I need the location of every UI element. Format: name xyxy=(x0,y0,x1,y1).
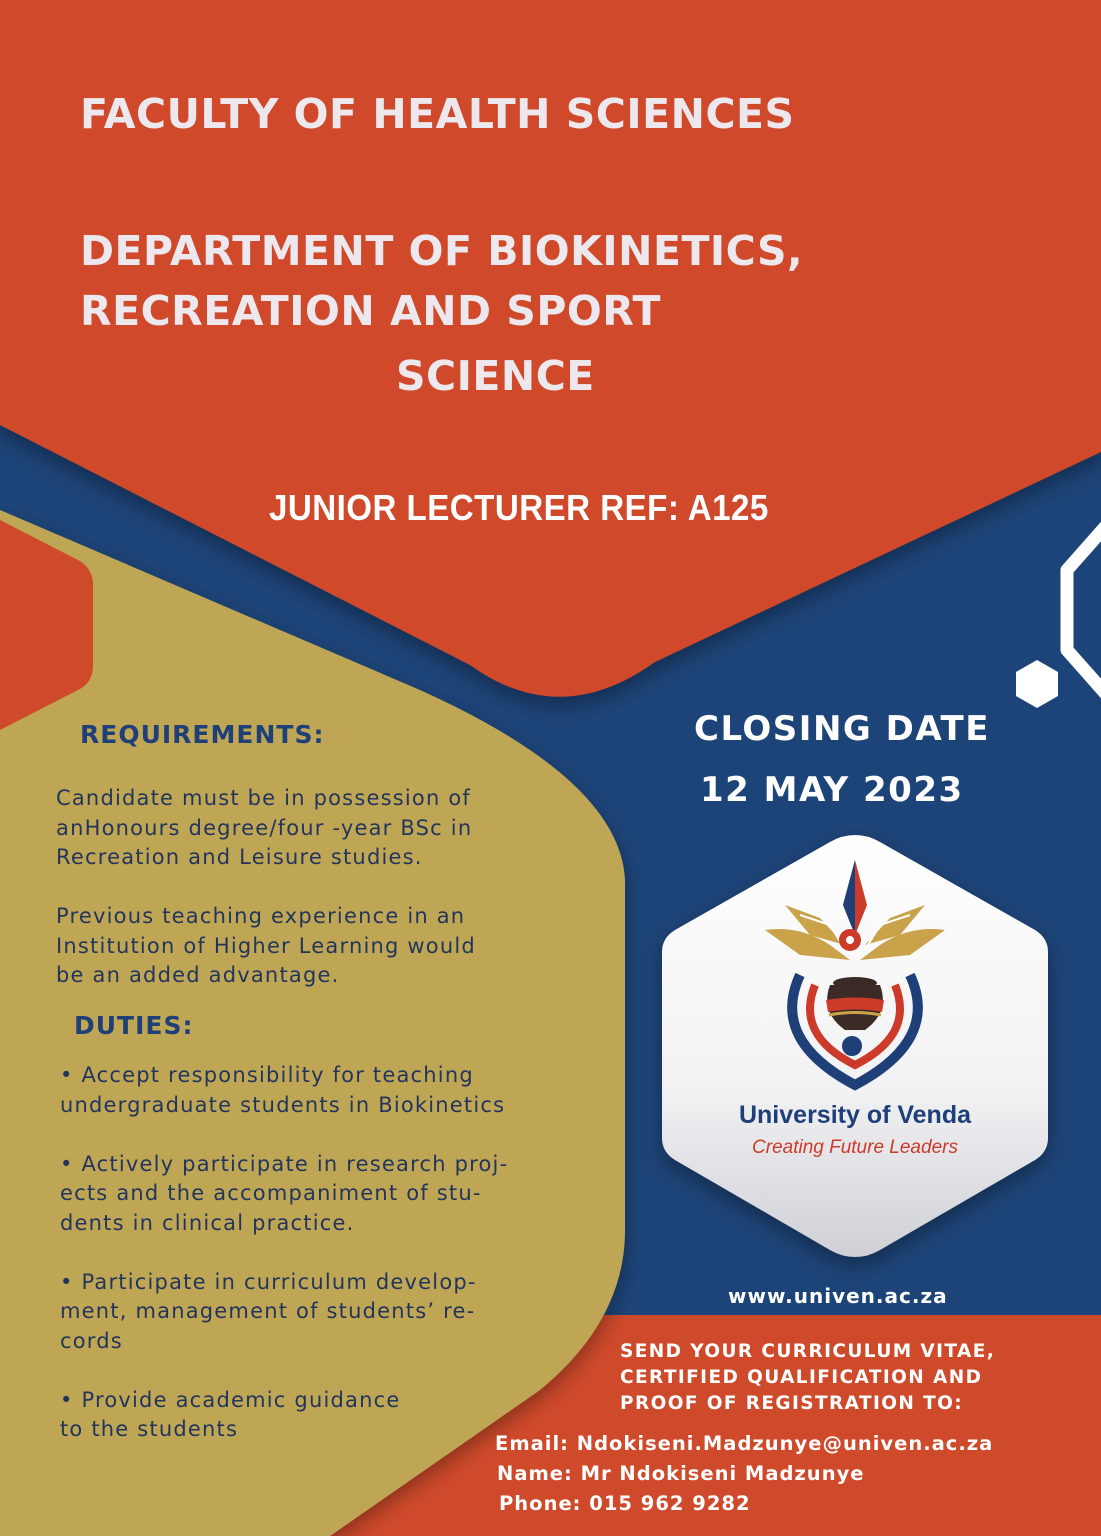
requirement-line: Candidate must be in possession of xyxy=(56,786,471,810)
position-title: JUNIOR LECTURER REF: A125 xyxy=(269,487,769,528)
requirement-line: Institution of Higher Learning would xyxy=(56,933,476,958)
duty-line: • Provide academic guidance xyxy=(60,1387,401,1412)
requirement-paragraph-2 xyxy=(56,902,616,991)
requirement-paragraph-1 xyxy=(56,784,616,873)
department-title-line-2: RECREATION AND SPORT xyxy=(80,287,661,335)
duties-list xyxy=(60,1061,620,1474)
send-line: PROOF OF REGISTRATION TO: xyxy=(620,1393,964,1414)
duty-line: cords xyxy=(60,1328,123,1353)
duty-line: • Participate in curriculum develop- xyxy=(60,1269,477,1294)
requirement-line: anHonours degree/four -year BSc in xyxy=(56,815,473,840)
duty-line: ment, management of students’ re- xyxy=(60,1299,476,1323)
closing-date-label: CLOSING DATE xyxy=(694,709,990,749)
send-line: SEND YOUR CURRICULUM VITAE, xyxy=(620,1341,996,1362)
contact-name: Name: Mr Ndokiseni Madzunye xyxy=(497,1462,865,1485)
department-title-line-3: SCIENCE xyxy=(396,352,595,400)
duty-item-1 xyxy=(60,1061,620,1120)
contact-email[interactable]: Email: Ndokiseni.Madzunye@univen.ac.za xyxy=(495,1432,994,1455)
requirements-heading: REQUIREMENTS: xyxy=(80,720,325,749)
department-title-line-1: DEPARTMENT OF BIOKINETICS, xyxy=(80,227,804,275)
send-line: CERTIFIED QUALIFICATION AND xyxy=(620,1367,983,1388)
requirement-line: be an added advantage. xyxy=(56,963,340,987)
faculty-title: FACULTY OF HEALTH SCIENCES xyxy=(80,90,795,138)
send-instructions xyxy=(620,1339,995,1417)
duty-line: undergraduate students in Biokinetics xyxy=(60,1092,506,1117)
duty-line: to the students xyxy=(60,1417,239,1441)
duty-line: ects and the accompaniment of stu- xyxy=(60,1181,482,1205)
duty-item-2 xyxy=(60,1150,620,1239)
duty-line: dents in clinical practice. xyxy=(60,1210,355,1235)
duty-line: • Actively participate in research proj- xyxy=(60,1151,509,1176)
duties-heading: DUTIES: xyxy=(74,1011,194,1040)
requirement-line: Recreation and Leisure studies. xyxy=(56,845,423,869)
closing-date-value: 12 MAY 2023 xyxy=(700,770,964,810)
duty-line: • Accept responsibility for teaching xyxy=(60,1063,474,1087)
contact-phone: Phone: 015 962 9282 xyxy=(499,1492,751,1515)
website-link[interactable]: www.univen.ac.za xyxy=(728,1284,948,1308)
requirements-body xyxy=(56,784,616,1020)
university-name: University of Venda xyxy=(738,1101,972,1129)
duty-item-3 xyxy=(60,1268,620,1357)
university-slogan: Creating Future Leaders xyxy=(752,1137,958,1158)
requirement-line: Previous teaching experience in an xyxy=(56,904,466,928)
contact-details xyxy=(495,1429,993,1519)
